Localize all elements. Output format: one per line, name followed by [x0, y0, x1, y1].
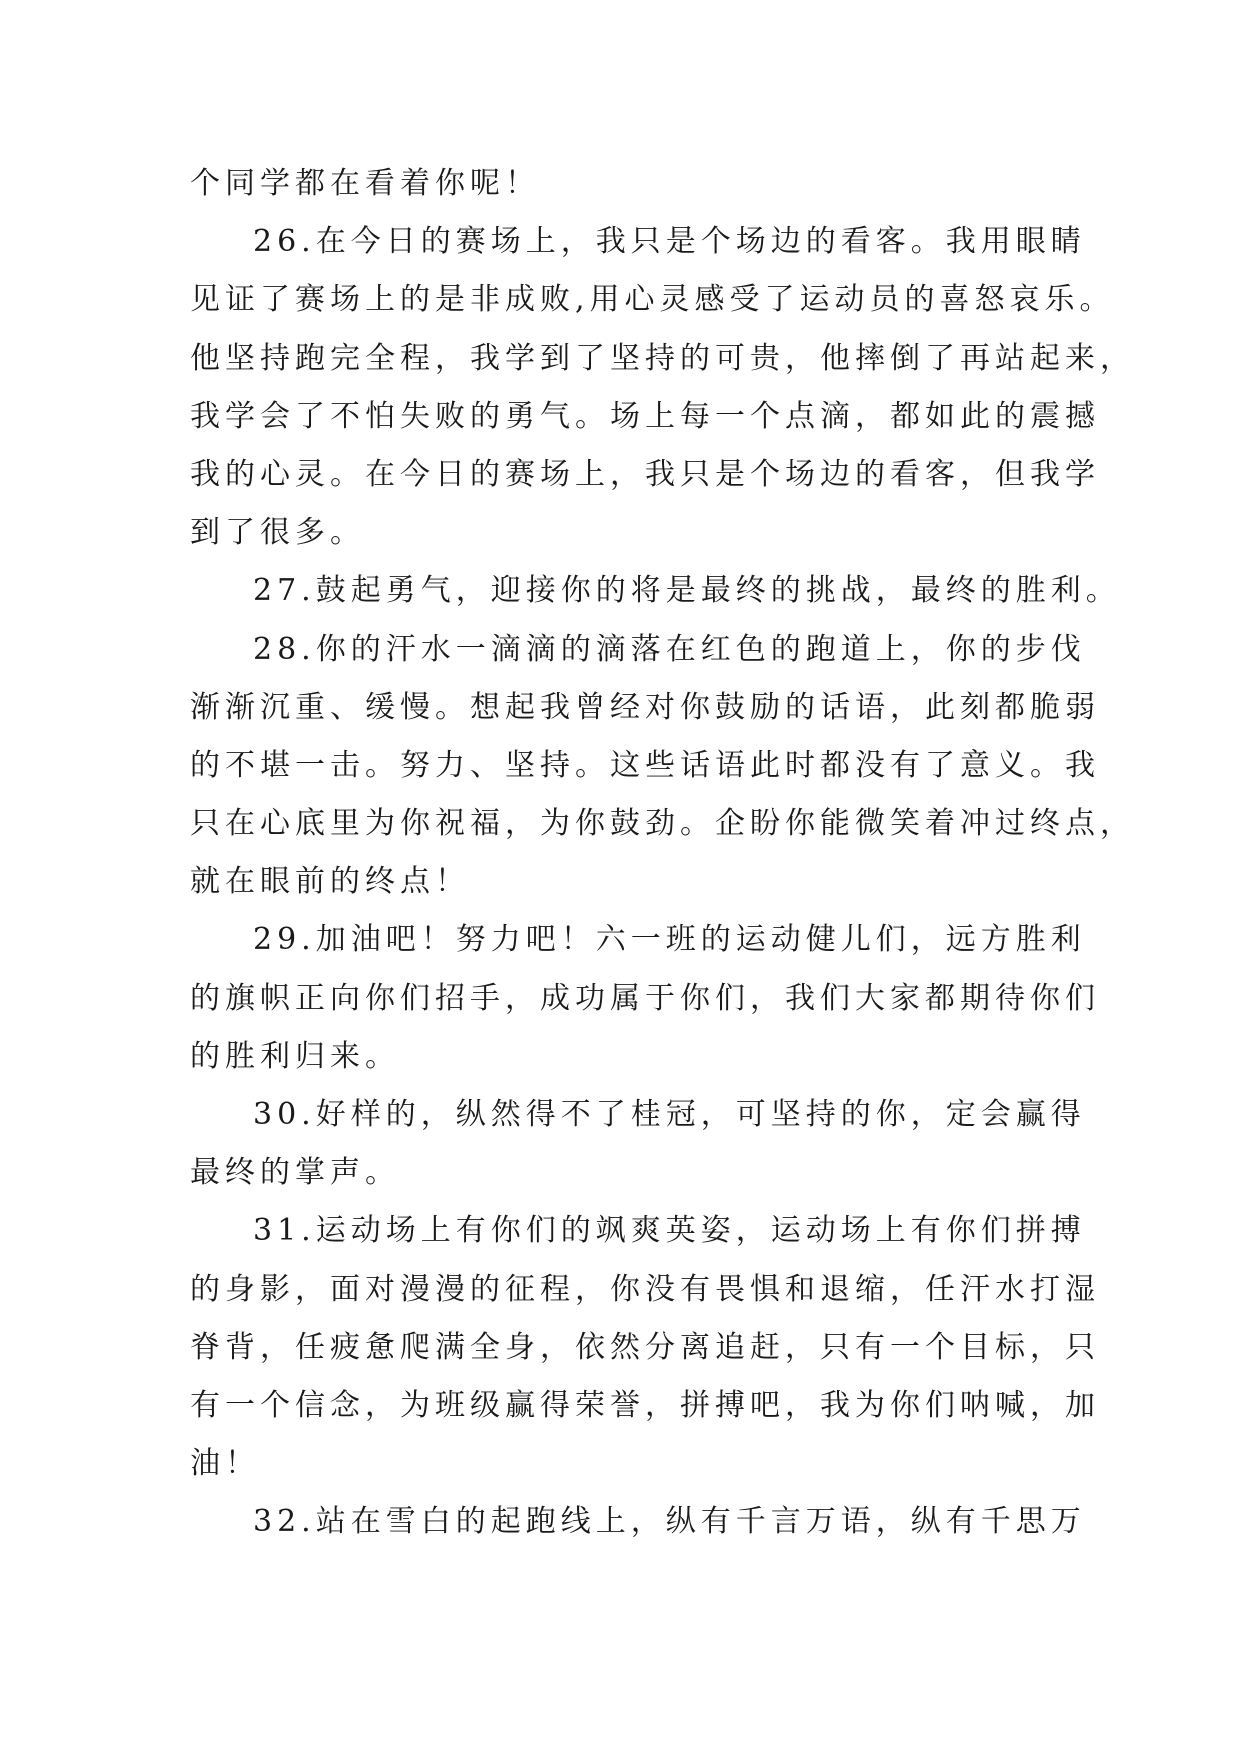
text-line: 32.站在雪白的起跑线上，纵有千言万语，纵有千思万 — [253, 1504, 1086, 1540]
text-line: 27.鼓起勇气，迎接你的将是最终的挑战，最终的胜利。 — [253, 573, 1121, 609]
text-line: 见证了赛场上的是非成败,用心灵感受了运动员的喜怒哀乐。 — [190, 282, 1115, 318]
text-line: 30.好样的，纵然得不了桂冠，可坚持的你，定会赢得 — [253, 1097, 1086, 1132]
text-line: 有一个信念，为班级赢得荣誉，拼搏吧，我为你们呐喊，加 — [190, 1387, 1100, 1423]
text-line: 他坚持跑完全程，我学到了坚持的可贵，他摔倒了再站起来， — [190, 340, 1135, 376]
text-line: 的胜利归来。 — [190, 1038, 400, 1074]
text-line: 渐渐沉重、缓慢。想起我曾经对你鼓励的话语，此刻都脆弱 — [190, 689, 1100, 725]
text-line: 31.运动场上有你们的飒爽英姿，运动场上有你们拼搏 — [253, 1213, 1086, 1249]
text-line: 个同学都在看着你呢！ — [190, 166, 540, 201]
text-line: 最终的掌声。 — [190, 1155, 400, 1191]
body-text — [190, 155, 1135, 1552]
text-line: 的身影，面对漫漫的征程，你没有畏惧和退缩，任汗水打湿 — [190, 1271, 1100, 1307]
text-line: 的旗帜正向你们招手，成功属于你们，我们大家都期待你们 — [190, 980, 1100, 1016]
text-line: 我的心灵。在今日的赛场上，我只是个场边的看客，但我学 — [190, 456, 1100, 492]
text-line: 只在心底里为你祝福，为你鼓劲。企盼你能微笑着冲过终点， — [190, 806, 1135, 842]
text-line: 的不堪一击。努力、坚持。这些话语此时都没有了意义。我 — [190, 747, 1100, 783]
text-line: 28.你的汗水一滴滴的滴落在红色的跑道上，你的步伐 — [253, 631, 1086, 667]
text-line: 29.加油吧！努力吧！六一班的运动健儿们，远方胜利 — [253, 922, 1086, 958]
text-line: 26.在今日的赛场上，我只是个场边的看客。我用眼睛 — [253, 224, 1086, 260]
text-line: 脊背，任疲惫爬满全身，依然分离追赶，只有一个目标，只 — [190, 1329, 1100, 1365]
text-line: 油！ — [190, 1446, 260, 1482]
text-line: 就在眼前的终点！ — [190, 864, 470, 900]
text-line: 到了很多。 — [190, 515, 365, 551]
text-line: 我学会了不怕失败的勇气。场上每一个点滴，都如此的震撼 — [190, 398, 1100, 434]
